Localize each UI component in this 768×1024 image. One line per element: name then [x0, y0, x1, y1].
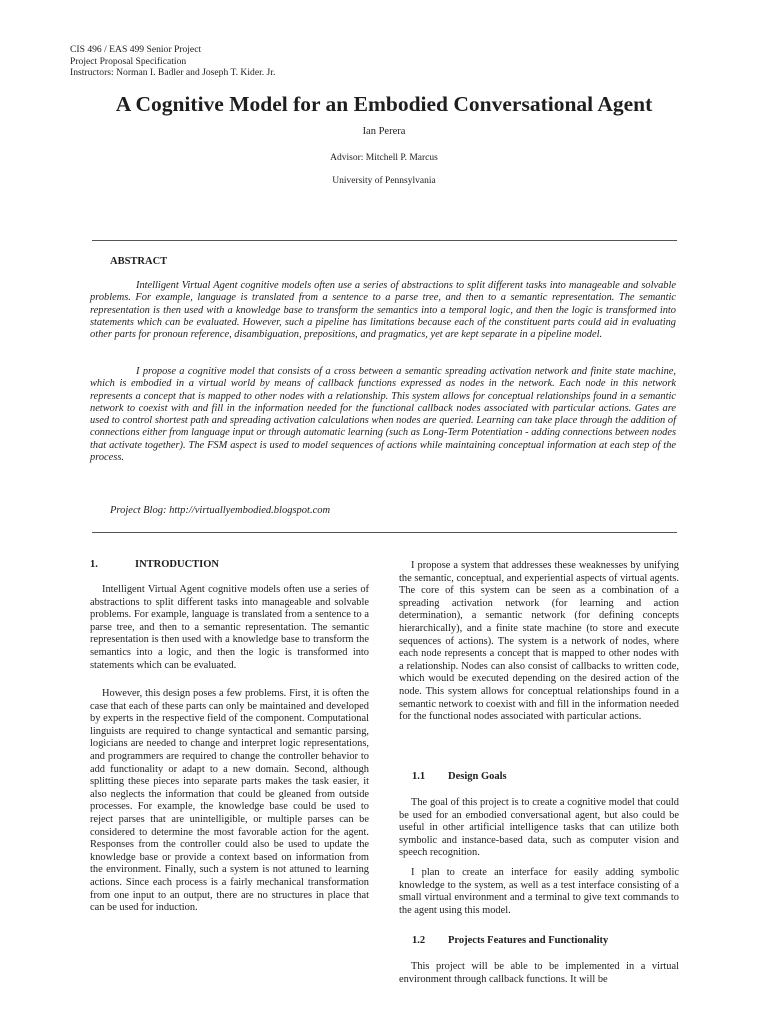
author-name: Ian Perera	[362, 126, 406, 137]
abstract-paragraph-1	[90, 280, 676, 341]
section-number: 1.2	[412, 935, 426, 946]
abstract-paragraph-2	[90, 366, 676, 464]
intro-text-2: However, this design poses a few problems. First, it is often the case that each of these parts can only be maintained and developed by experts in the respective field of the component. Computational linguists are required to change syntactical and semantic parsing, logicians are needed to change and interpret logic representations, and programmers are required to change the controller behavior to add functionality or adapt to a new domain. Second, although splitting these pieces into separate parts makes the task easier, it also neglects the information that could be gleaned from outside processes. For example, the knowledge base could be used to reject parses that are unintelligible, or multiple parses can be considered to determine the most favorable action for the agent. Responses from the controller could also be used to update the knowledge base or provide a context based on information from the environment. Finally, such a system is not attuned to learning actions. Since each process is a fairly mechanical transformation from one input to an output, there are no structures in place that can be used for induction.	[90, 688, 369, 914]
section-features-heading	[412, 935, 608, 946]
section-title: Projects Features and Functionality	[448, 935, 609, 946]
section-number: 1.1	[412, 771, 426, 782]
section-introduction-heading	[90, 559, 219, 570]
abstract-text-1: Intelligent Virtual Agent cognitive models often use a series of abstractions to split different tasks into manageable and solvable problems. For example, language is translated from a sentence to a parse tree, and then to a semantic representation. The semantic representation is then used with a knowledge base to transform the semantics into a temporal logic, and then the logic is transformed into statements which can be evaluated. However, such a pipeline has limitations because each of the constituent parts could aid in evaluating other parts for pronoun reference, disambiguation, prepositions, and pragmatics, yet are kept separate in a pipeline model.	[90, 280, 676, 341]
bottom-divider	[92, 532, 677, 533]
intro-paragraph-1	[90, 584, 369, 672]
right-text-1: I propose a system that addresses these weaknesses by unifying the semantic, conceptual, and experiential aspects of virtual agents. The core of this system can be seen as a combination of a spreading activation network (for learning and action determination), a semantic network (for defining concepts hierarchically), and a finite state machine (to store and execute sequences of actions). The system is a network of nodes, where each node represents a concept that is mapped to other nodes with a relationship. Nodes can also consist of callbacks to written code, which would be executed depending on the desired action of the node. This system allows for conceptual relationships found in a semantic network to coexist with and fill in the information needed for the functional nodes associated with particular actions.	[399, 560, 679, 723]
section-design-goals-heading	[412, 771, 507, 782]
goals-text-1: The goal of this project is to create a cognitive model that could be used for an embodied conversational agent, but also could be useful in other artificial intelligence tasks that can utilize both symbolic and instance-based data, such as computer vision and speech recognition.	[399, 797, 679, 859]
section-title: Design Goals	[448, 771, 507, 782]
goals-text-2: I plan to create an interface for easily adding symbolic knowledge to the system, as well as a test interface consisting of a small virtual environment and a terminal to give text commands to the agent using this model.	[399, 867, 679, 916]
advisor-name: Advisor: Mitchell P. Marcus	[330, 153, 438, 163]
paper-title: A Cognitive Model for an Embodied Conversational Agent	[115, 92, 653, 116]
abstract-text-2: I propose a cognitive model that consists of a cross between a semantic spreading activation network and finite state machine, which is embodied in a virtual world by means of callback functions expressed as nodes in the network. Each node in this network represents a concept that is mapped to other nodes with a relationship. This system allows for conceptual relationships found in a semantic network to coexist with and fill in the information needed for the functional callback nodes associated with particular actions. Gates are used to control shortest path and spreading activation calculations when nodes are queried. Learning can take place through the addition of connections either from language input or through automatic learning (such as Long-Term Potentiation - adding connections between nodes that activate together). The FSM aspect is used to model sequences of actions while maintaining conceptual information at each step of the process.	[90, 366, 676, 464]
abstract-heading: ABSTRACT	[110, 256, 168, 267]
goals-paragraph-2	[399, 867, 679, 917]
course-header	[70, 44, 275, 79]
project-blog-link[interactable]: Project Blog: http://virtuallyembodied.blogspot.com	[110, 505, 331, 516]
section-number: 1.	[90, 559, 98, 570]
university-name: University of Pennsylvania	[332, 176, 436, 186]
right-paragraph-1	[399, 560, 679, 724]
section-title: INTRODUCTION	[135, 559, 220, 570]
goals-paragraph-1	[399, 797, 679, 860]
intro-text-1: Intelligent Virtual Agent cognitive models often use a series of abstractions to split different tasks into manageable and solvable problems. For example, language is translated from a sentence to a parse tree, and then to a semantic representation. The semantic representation is then used with a knowledge base to transform the semantics into a logic, and then the logic is transformed into statements which can be evaluated.	[90, 584, 369, 671]
top-divider	[92, 240, 677, 241]
features-text-1: This project will be able to be implemented in a virtual environment through callback functions. It will be	[399, 961, 679, 985]
course-line: CIS 496 / EAS 499 Senior Project	[70, 44, 202, 55]
instructors-line: Instructors: Norman I. Badler and Joseph T. Kider. Jr.	[70, 67, 276, 78]
spec-line: Project Proposal Specification	[70, 55, 187, 67]
intro-paragraph-2	[90, 688, 369, 915]
features-paragraph-1	[399, 961, 679, 986]
